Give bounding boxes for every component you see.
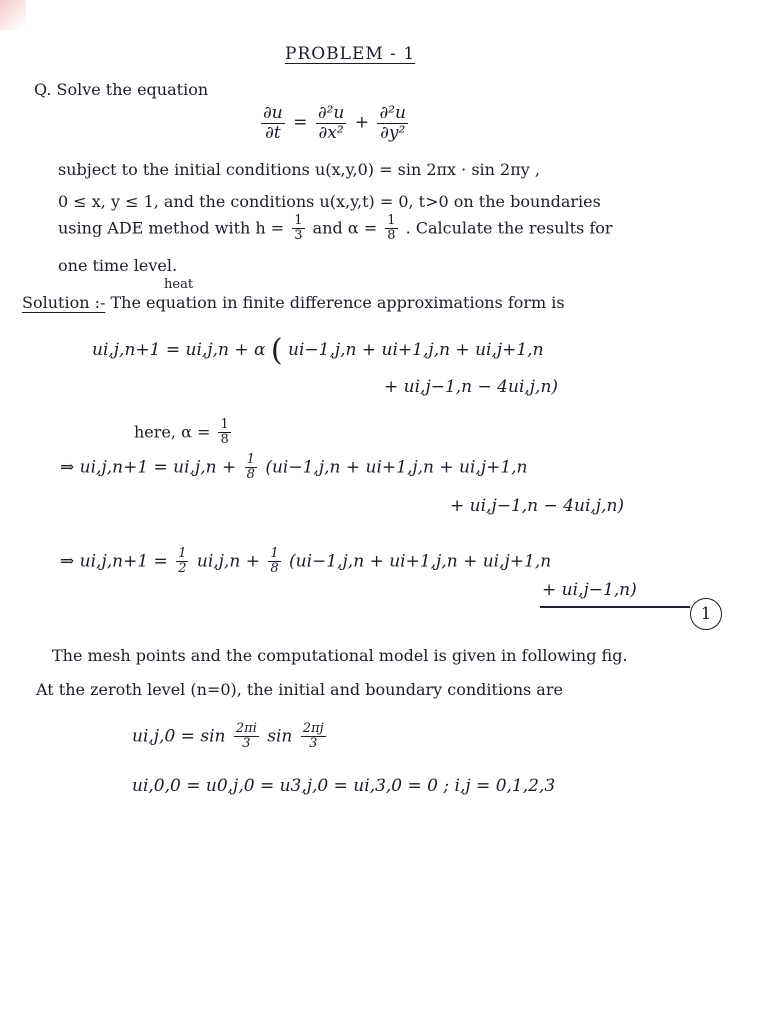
pde-lhs-num: ∂u [263, 103, 283, 123]
initial-den-2: 3 [309, 736, 318, 752]
fd-eq3-den-2: 8 [270, 561, 279, 577]
pde-term1 [316, 104, 347, 142]
fd-eq2-num: 1 [246, 452, 255, 467]
h-fraction [292, 214, 304, 244]
initial-num-2: 2πj [302, 721, 324, 736]
initial-num-1: 2πi [235, 721, 257, 736]
fd-eq3-lhs: ui,j,n+1 = [79, 551, 168, 572]
initial-fraction-2 [301, 722, 326, 752]
pde-term2-num: ∂²u [379, 103, 406, 123]
pde-equals: = [293, 112, 308, 133]
fd-eq1-paren: ( [270, 333, 283, 368]
implies-arrow-icon: ⇒ [60, 457, 75, 478]
here-alpha-fraction [218, 418, 230, 448]
pde-lhs-den: ∂t [265, 122, 281, 143]
initial-fraction-1 [234, 722, 259, 752]
fd-equation-2-line-2: + ui,j−1,n − 4ui,j,n) [450, 496, 625, 516]
implies-arrow-icon: ⇒ [60, 551, 75, 572]
solution-line-1-c: in finite difference approximations form is [222, 293, 565, 312]
page-title: PROBLEM - 1 [285, 44, 416, 64]
fd-eq3-mid: ui,j,n + [196, 551, 260, 572]
fd-equation-line-1 [92, 333, 544, 368]
fd-equation-3 [60, 547, 551, 577]
initial-den-1: 3 [242, 736, 251, 752]
caret-insert-word: heat [164, 277, 194, 292]
h-den: 3 [294, 228, 303, 244]
here-alpha [134, 418, 234, 448]
here-alpha-den: 8 [220, 432, 229, 448]
equation-number: 1 [690, 598, 722, 630]
here-alpha-num: 1 [220, 417, 229, 432]
fd-eq3-num-2: 1 [270, 546, 279, 561]
initial-condition [132, 722, 329, 752]
question-line-3-a: using ADE method with h = [58, 218, 285, 238]
alpha-den: 8 [387, 228, 396, 244]
pde-lhs [261, 104, 285, 142]
h-num: 1 [294, 213, 303, 228]
equation-underline [540, 606, 690, 608]
solution-label: Solution :- [22, 293, 106, 312]
mesh-text-line-1: The mesh points and the computational model is given in following fig. [52, 646, 628, 665]
fd-eq1-rhs: ui−1,j,n + ui+1,j,n + ui,j+1,n [288, 340, 544, 360]
fd-eq3-num-1: 1 [178, 546, 187, 561]
fd-eq3-fraction-2 [268, 547, 280, 577]
fd-eq3-rhs: (ui−1,j,n + ui+1,j,n + ui,j+1,n [289, 551, 552, 572]
pde-term2 [377, 104, 408, 142]
pde-term1-den: ∂x² [318, 122, 344, 143]
pde-term1-num: ∂²u [317, 103, 345, 123]
fd-eq2-lhs: ui,j,n+1 = ui,j,n + [79, 457, 237, 478]
fd-eq2-den: 8 [246, 467, 255, 483]
pde-equation [258, 104, 411, 142]
initial-condition-lhs: ui,j,0 = [132, 726, 195, 747]
solution-line-1 [22, 293, 565, 312]
here-alpha-label: here, α = [134, 422, 211, 442]
question-line-2: 0 ≤ x, y ≤ 1, and the conditions u(x,y,t) = 0, t>0 on the boundaries [58, 192, 601, 211]
alpha-num: 1 [387, 213, 396, 228]
page-corner-mark [0, 0, 26, 30]
alpha-fraction [385, 214, 397, 244]
solution-line-1-b: equation [146, 293, 218, 312]
question-line-3-c: . Calculate the results for [405, 218, 613, 238]
question-line-4: one time level. [58, 256, 178, 275]
boundary-conditions: ui,0,0 = u0,j,0 = u3,j,0 = ui,3,0 = 0 ; i,j = 0,1,2,3 [132, 776, 556, 796]
fd-equation-line-2: + ui,j−1,n − 4ui,j,n) [384, 377, 559, 397]
fd-equation-2 [60, 453, 528, 483]
fd-eq1-lhs: ui,j,n+1 = ui,j,n + α [92, 340, 266, 360]
fd-eq2-fraction [245, 453, 257, 483]
mesh-text-line-2: At the zeroth level (n=0), the initial and boundary conditions are [36, 680, 563, 699]
pde-plus: + [354, 112, 370, 133]
fd-eq3-fraction-1 [176, 547, 188, 577]
fd-eq2-rhs: (ui−1,j,n + ui+1,j,n + ui,j+1,n [265, 457, 528, 478]
question-line-3 [58, 214, 613, 244]
pde-term2-den: ∂y² [380, 122, 406, 143]
initial-sin-1: sin [200, 726, 226, 747]
initial-sin-2: sin [267, 726, 293, 747]
fd-equation-3-line-2: + ui,j−1,n) [542, 580, 637, 600]
fd-eq3-den-1: 2 [178, 561, 187, 577]
question-line-1: subject to the initial conditions u(x,y,0) = sin 2πx · sin 2πy , [58, 160, 540, 179]
question-label: Q. Solve the equation [34, 80, 209, 99]
solution-line-1-a: The [110, 293, 141, 312]
question-line-3-b: and α = [312, 218, 378, 238]
